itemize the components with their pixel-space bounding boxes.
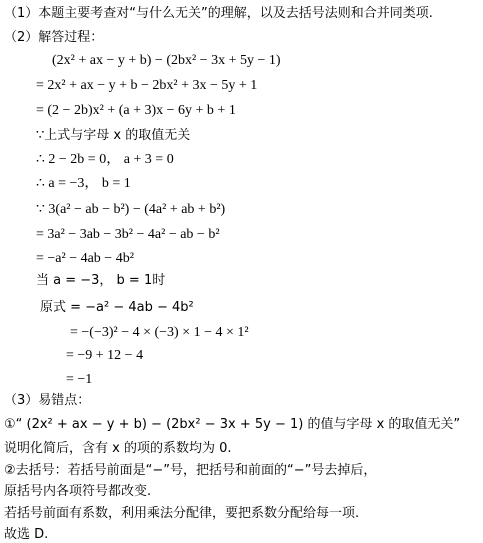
pitfall-2: ②去括号：若括号前面是“−”号，把括号和前面的“−”号去掉后， — [4, 463, 377, 478]
pitfall-2-cont: 原括号内各项符号都改变. — [4, 484, 152, 499]
expression-simplified: = −a² − 4ab − 4b² — [36, 251, 134, 266]
final-value: = −1 — [66, 372, 93, 387]
pitfall-1-explain: 说明化简后，含有 x 的项的系数均为 0. — [4, 441, 232, 456]
section-1-note: （1）本题主要考查对“与什么无关”的理解，以及去括号法则和合并同类项. — [4, 6, 433, 21]
arithmetic-step: = −9 + 12 − 4 — [66, 348, 144, 363]
section-2-heading: （2）解答过程： — [4, 30, 104, 45]
pitfall-1: ①“ (2x² + ax − y + b) − (2bx² − 3x + 5y − 1) 的值与字母 x 的取值无关” — [4, 417, 461, 432]
step-expand: = 2x² + ax − y + b − 2bx² + 3x − 5y + 1 — [36, 78, 258, 93]
answer-choice: 故选 D. — [4, 527, 49, 542]
therefore-eq: ∴ 2 − 2b = 0， a + 3 = 0 — [36, 152, 174, 167]
because-expression: ∵ 3(a² − ab − b²) − (4a² + ab + b²) — [36, 202, 226, 217]
expression-expand: = 3a² − 3ab − 3b² − 4a² − ab − b² — [36, 227, 220, 242]
therefore-values: ∴ a = −3， b = 1 — [36, 176, 131, 191]
substitution-step: = −(−3)² − 4 × (−3) × 1 − 4 × 1² — [70, 325, 249, 340]
substitution-condition: 当 a = −3， b = 1时 — [36, 273, 166, 288]
because-line: ∵上式与字母 x 的取值无关 — [36, 128, 191, 143]
original-expression: 原式 = −a² − 4ab − 4b² — [40, 300, 194, 315]
pitfall-3: 若括号前面有系数，利用乘法分配律，要把系数分配给每一项. — [4, 506, 360, 521]
section-3-heading: （3）易错点： — [4, 393, 91, 408]
expression-line: (2x² + ax − y + b) − (2bx² − 3x + 5y − 1) — [52, 53, 281, 68]
step-combine: = (2 − 2b)x² + (a + 3)x − 6y + b + 1 — [36, 103, 236, 118]
